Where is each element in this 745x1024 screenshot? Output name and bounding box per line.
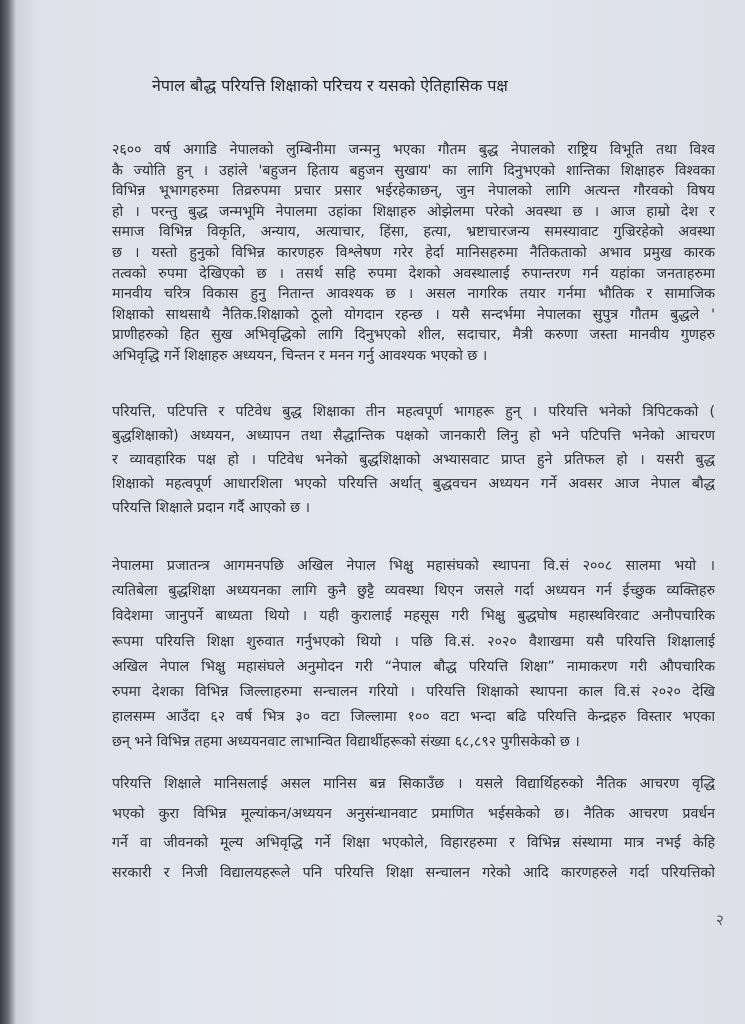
text-line: छन् भने विभिन्न तहमा अध्ययनवाट लाभान्वित विद्यार्थीहरूको संख्या ६८,८९२ पुगीसकेको छ । [112,734,580,751]
paragraph-4 [112,770,715,888]
paragraph-3 [112,554,715,756]
text-line: छ । यस्तो हुनुको विभिन्न कारणहरु विश्लेषण गरेर हेर्दा मानिसहरुमा नैतिकताको अभाव प्रमुख कारक [112,244,715,261]
text-line: बुद्धशिक्षाको) अध्ययन, अध्यापन तथा सैद्धान्तिक पक्षको जानकारी लिनु हो भने पटिपत्ति भनेको आचरण [112,428,715,444]
text-line: परियत्ति शिक्षाले मानिसलाई असल मानिस बन्न सिकाउँछ । यसले विद्यार्थिहरुको नैतिक आचरण वृद्धि [112,776,715,792]
text-line: विदेशमा जानुपर्ने बाध्यता थियो । यही कुरालाई महसूस गरी भिक्षु बुद्धघोष महास्थविरवाट अनौपचारिक [112,608,715,625]
document-title: नेपाल बौद्ध परियत्ति शिक्षाको परिचय र यसको ऐतिहासिक पक्ष [152,76,508,95]
text-line: परियत्ति, पटिपत्ति र पटिवेध बुद्ध शिक्षाका तीन महत्वपूर्ण भागहरू हुन् । परियत्ति भनेको त्रिपिटकको ( [112,404,715,420]
text-line: रूपमा परियत्ति शिक्षा शुरुवात गर्नुभएको थियो । पछि वि.सं. २०२० वैशाखमा यसै परियत्ति शिक्षालाई [112,633,715,650]
text-line: २६०० वर्ष अगाडि नेपालको लुम्बिनीमा जन्मनु भएका गौतम बुद्ध नेपालको राष्ट्रिय विभूति तथा विश्व [112,142,715,158]
text-line: र व्यावहारिक पक्ष हो । पटिवेध भनेको बुद्धशिक्षाको अभ्यासवाट प्राप्त हुने प्रतिफल हो । यसरी बुद्ध [112,452,715,468]
text-line: प्राणीहरुको हित सुख अभिवृद्धिको लागि दिनुभएको शील, सदाचार, मैत्री करुणा जस्ता मानवीय गुणहरु [112,327,715,344]
text-line: रुपमा देशका विभिन्न जिल्लाहरुमा सन्चालन गरियो । परियत्ति शिक्षाको स्थापना काल वि.सं २०२० देखि [112,683,715,700]
paragraph-2 [112,400,715,520]
text-line: गर्ने वा जीवनको मूल्य अभिवृद्धि गर्ने शिक्षा भएकोले, विहारहरुमा र विभिन्न संस्थामा मात्र नभई केहि [112,835,715,851]
text-line: तत्वको रुपमा देखिएको छ । तसर्थ सहि रुपमा देशको अवस्थालाई रुपान्तरण गर्न यहांका जनताहरुमा [112,265,715,282]
text-line: विभिन्न भूभागहरुमा तिव्ररुपमा प्रचार प्रसार भईरहेकाछन्, जुन नेपालको लागि अत्यन्त गौरवको विषय [112,183,715,200]
paragraph-1 [112,140,715,367]
text-line: नेपालमा प्रजातन्त्र आगमनपछि अखिल नेपाल भिक्षु महासंघको स्थापना वि.सं २००८ सालमा भयो । [112,558,715,574]
text-line: हो । परन्तु बुद्ध जन्मभूमि नेपालमा उहांका शिक्षाहरु ओझेलमा परेको अवस्था छ । आज हाम्रो देश र [112,203,715,220]
text-line: हालसम्म आउँदा ६२ वर्ष भित्र ३० वटा जिल्लामा १०० वटा भन्दा बढि परियत्ति केन्द्रहरु विस्तार भएका [112,709,715,726]
text-line: त्यतिबेला बुद्धशिक्षा अध्ययनका लागि कुनै छुट्टै व्यवस्था थिएन जसले गर्दा अध्ययन गर्न ईच्छुक व्यक्तिहरु [112,583,715,600]
text-line: परियत्ति शिक्षाले प्रदान गर्दै आएको छ । [112,500,311,516]
text-line: समाज विभिन्न विकृति, अन्याय, अत्याचार, हिंसा, हत्या, भ्रष्टाचारजन्य समस्यावाट गुज्रिरहेको अवस्था [112,224,715,241]
text-line: सरकारी र निजी विद्यालयहरूले पनि परियत्ति शिक्षा सन्चालन गरेको आदि कारणहरुले गर्दा परियत्तिको [112,864,715,881]
page-number: २ [716,911,724,929]
text-line: शिक्षाको महत्वपूर्ण आधारशिला भएको परियत्ति अर्थात् बुद्धवचन अध्ययन गर्ने अवसर आज नेपाल बौद्ध [112,476,715,492]
text-line: मानवीय चरित्र विकास हुनु नितान्त आवश्यक छ । असल नागरिक तयार गर्नमा भौतिक र सामाजिक [112,286,715,303]
text-line: भएको कुरा विभिन्न मूल्यांकन/अध्ययन अनुसंन्धानवाट प्रमाणित भईसकेको छ। नैतिक आचरण प्रवर्धन [112,805,715,822]
text-line: अखिल नेपाल भिक्षु महासंघले अनुमोदन गरी “नेपाल बौद्ध परियत्ति शिक्षा” नामाकरण गरी औपचारिक [112,658,715,675]
text-line: कै ज्योति हुन् । उहांले 'बहुजन हिताय बहुजन सुखाय' का लागि दिनुभएको शान्तिका शिक्षाहरु विश्वका [112,162,715,179]
text-line: शिक्षाको साथसाथै नैतिक.शिक्षाको ठूलो योगदान रहन्छ । यसै सन्दर्भमा नेपालका सुपुत्र गौतम बुद्धले ' [112,306,715,323]
text-line: अभिवृद्धि गर्ने शिक्षाहरु अध्ययन, चिन्तन र मनन गर्नु आवश्यक भएको छ । [112,347,488,364]
